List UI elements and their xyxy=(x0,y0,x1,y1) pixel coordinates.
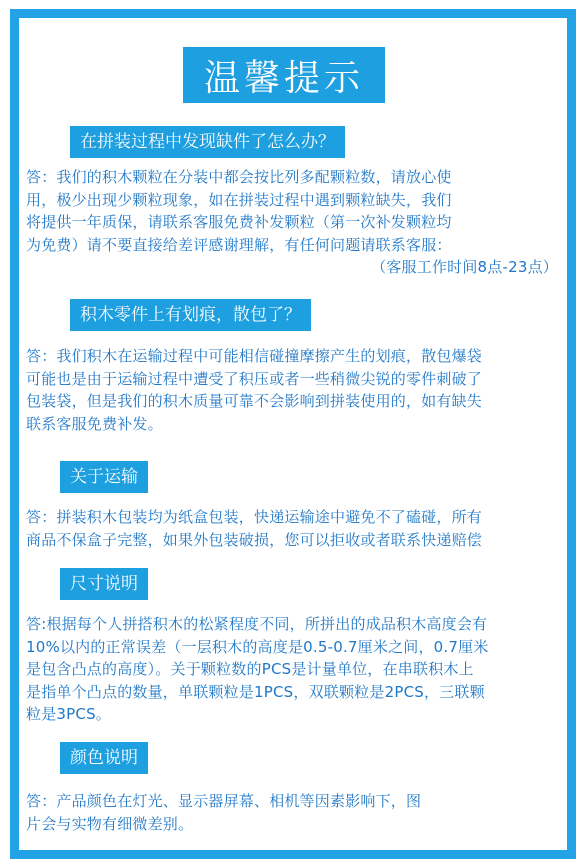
answer-line: 答：产品颜色在灯光、显示器屏幕、相机等因素影响下，图 xyxy=(26,792,422,810)
section-heading-scratches: 积木零件上有划痕，散包了？ xyxy=(70,299,311,331)
answer-line: 可能也是由于运输过程中遭受了积压或者一些稍微尖锐的零件刺破了 xyxy=(26,369,483,388)
answer-line: 将提供一年质保，请联系客服免费补发颗粒（第一次补发颗粒均 xyxy=(26,213,452,232)
answer-line: 答：我们的积木颗粒在分装中都会按比列多配颗粒数，请放心使 xyxy=(26,168,452,186)
service-hours: （客服工作时间8点-23点） xyxy=(371,258,558,277)
section-heading-shipping: 关于运输 xyxy=(60,461,148,493)
section-heading-color: 颜色说明 xyxy=(60,742,148,774)
section-answer-size xyxy=(26,613,566,726)
answer-line: 答：拼装积木包装均为纸盒包装，快递运输途中避免不了磕碰，所有 xyxy=(26,508,483,526)
section-heading-missing-parts: 在拼装过程中发现缺件了怎么办？ xyxy=(70,126,345,158)
answer-line: 用，极少出现少颗粒现象，如在拼装过程中遇到颗粒缺失，我们 xyxy=(26,190,452,209)
answer-line: 联系客服免费补发。 xyxy=(26,414,163,433)
answer-line: 包装袋，但是我们的积木质量可靠不会影响到拼装使用的，如有缺失 xyxy=(26,392,483,411)
answer-line: 商品不保盒子完整，如果外包装破损，您可以拒收或者联系快递赔偿 xyxy=(26,530,483,549)
answer-line: 答：我们积木在运输过程中可能相信碰撞摩擦产生的划痕，散包爆袋 xyxy=(26,347,483,365)
answer-line: 为免费）请不要直接给差评感谢理解，有任何问题请联系客服： xyxy=(26,235,452,254)
section-answer-missing-parts xyxy=(26,166,566,279)
section-answer-color xyxy=(26,790,566,835)
answer-line: 粒是3PCS。 xyxy=(26,705,111,724)
answer-line: 10%以内的正常误差（一层积木的高度是0.5-0.7厘米之间，0.7厘米 xyxy=(26,637,489,656)
answer-line: 答:根据每个人拼搭积木的松紧程度不同，所拼出的成品积木高度会有 xyxy=(26,615,488,633)
answer-line: 是包含凸点的高度）。关于颗粒数的PCS是计量单位，在串联积木上 xyxy=(26,660,474,679)
section-answer-shipping xyxy=(26,506,566,551)
section-answer-scratches xyxy=(26,345,566,435)
section-heading-size: 尺寸说明 xyxy=(60,568,148,600)
page-title: 温馨提示 xyxy=(183,47,385,103)
answer-line: 片会与实物有细微差别。 xyxy=(26,814,194,833)
answer-line: 是指单个凸点的数量，单联颗粒是1PCS，双联颗粒是2PCS，三联颗 xyxy=(26,682,485,701)
